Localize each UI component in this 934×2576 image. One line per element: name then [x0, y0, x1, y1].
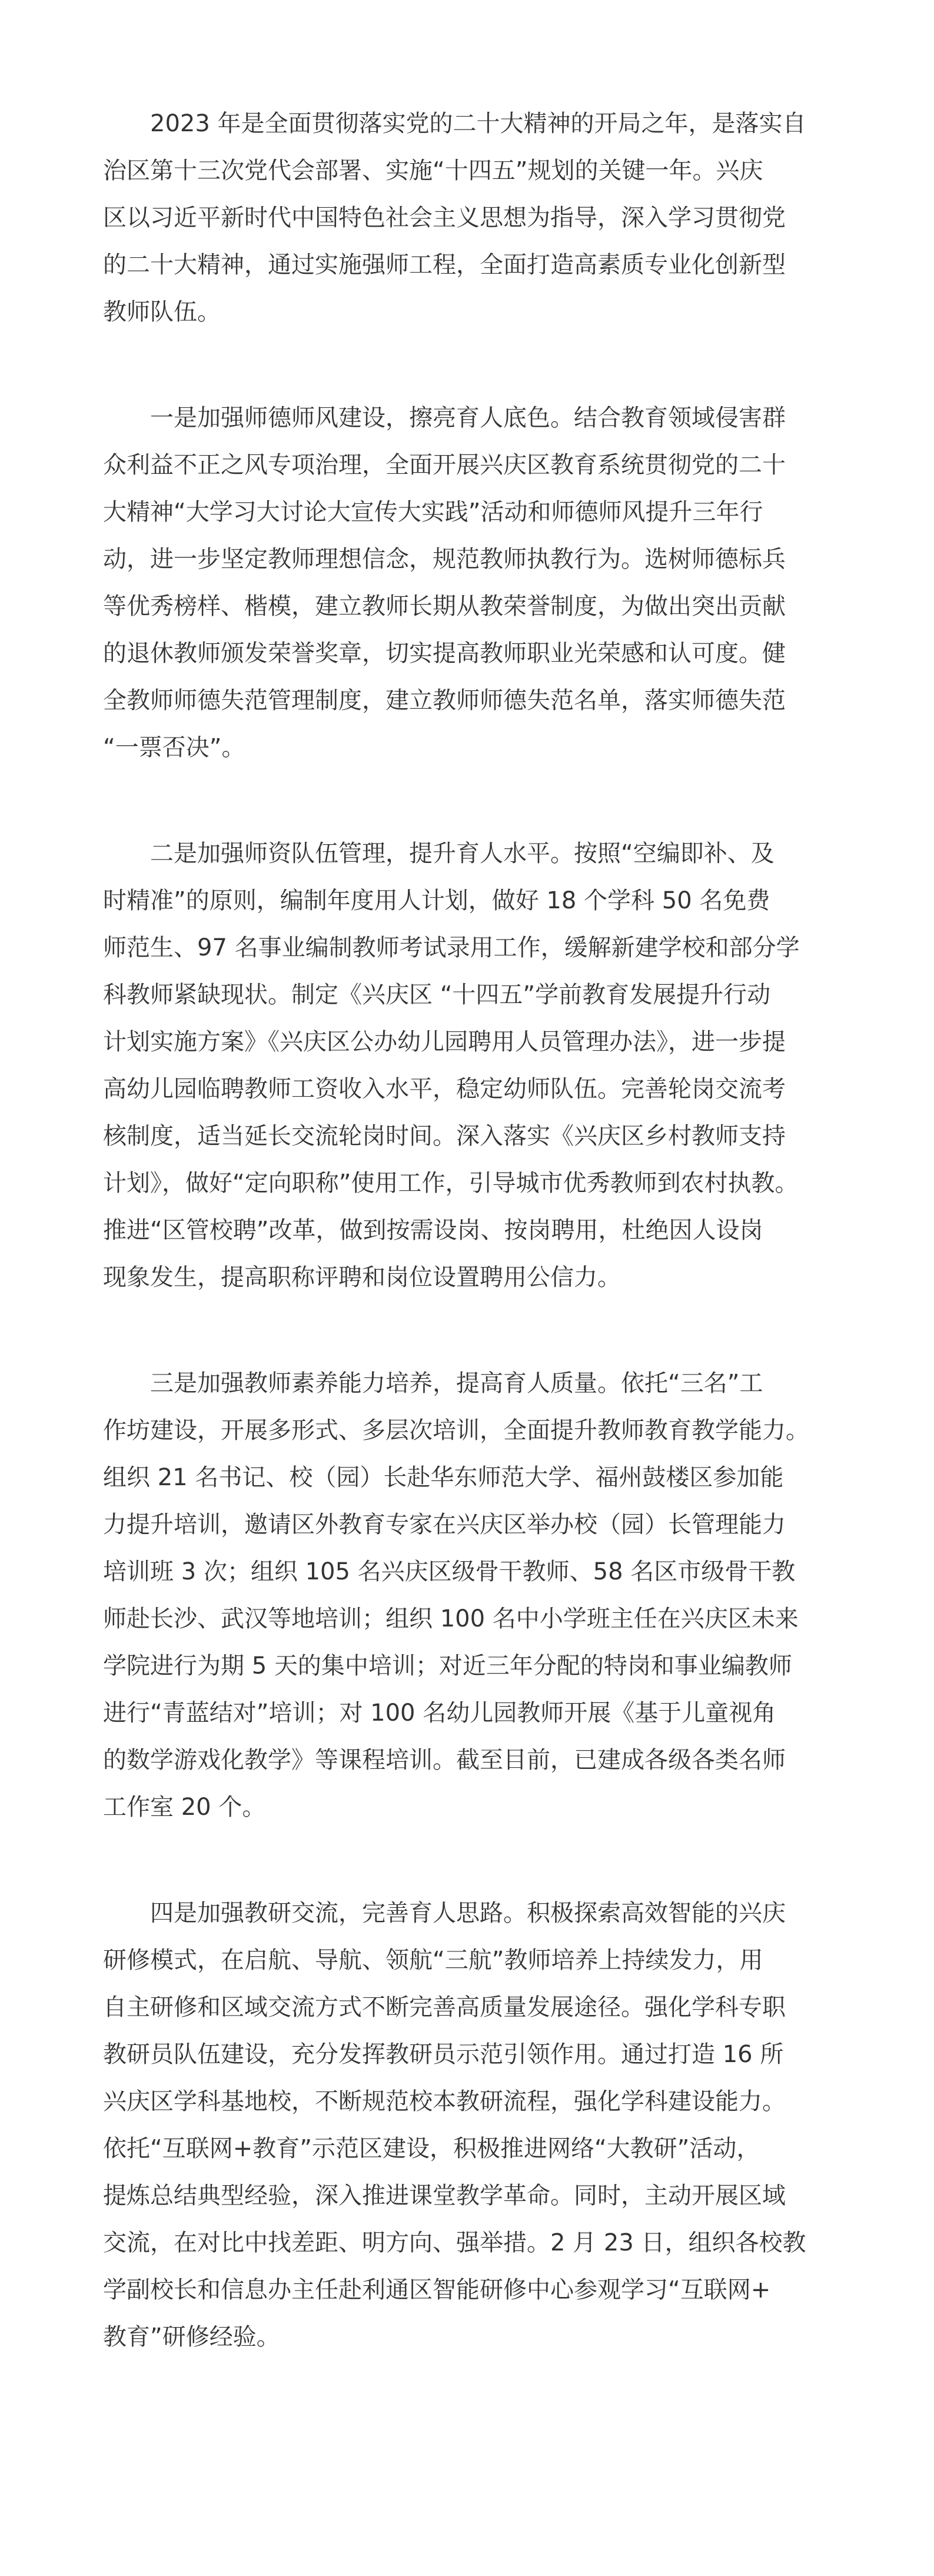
article-body [103, 100, 833, 2361]
paragraph-research-exchange: 四是加强教研交流，完善育人思路。积极探索高效智能的兴庆 研修模式，在启航、导航、领航“三航”教师培养上持续发力，用 自主研修和区域交流方式不断完善高质量发展途径。强化学科专职 教研员队伍建设，充分发挥教研员示范引领作用。通过打造 16 所 兴庆区学科基地校，不断规范校本教研流程，强化学科建设能力。 依托“互联网+教育”示范区建设，积极推进网络“大教研”活动， 提炼总结典型经验，深入推进课堂教学革命。同时，主动开展区域 交流，在对比中找差距、明方向、强举措。2 月 23 日，组织各校教 学副校长和信息办主任赴利通区智能研修中心参观学习“互联网+ 教育”研修经验。 [103, 1900, 806, 2351]
paragraph-intro: 2023 年是全面贯彻落实党的二十大精神的开局之年，是落实自 治区第十三次党代会部署、实施“十四五”规划的关键一年。兴庆 区以习近平新时代中国特色社会主义思想为指导，深入学习贯彻党 的二十大精神，通过实施强师工程，全面打造高素质专业化创新型 教师队伍。 [103, 110, 806, 326]
paragraph-staff-management: 二是加强师资队伍管理，提升育人水平。按照“空编即补、及 时精准”的原则，编制年度用人计划，做好 18 个学科 50 名免费 师范生、97 名事业编制教师考试录用工作，缓解新建学校和部分学 科教师紧缺现状。制定《兴庆区 “十四五”学前教育发展提升行动 计划实施方案》《兴庆区公办幼儿园聘用人员管理办法》，进一步提 高幼儿园临聘教师工资收入水平，稳定幼师队伍。完善轮岗交流考 核制度，适当延长交流轮岗时间。深入落实《兴庆区乡村教师支持 计划》，做好“定向职称”使用工作，引导城市优秀教师到农村执教。 推进“区管校聘”改革，做到按需设岗、按岗聘用，杜绝因人设岗 现象发生，提高职称评聘和岗位设置聘用公信力。 [103, 840, 800, 1291]
paragraph-teacher-training: 三是加强教师素养能力培养，提高育人质量。依托“三名”工 作坊建设，开展多形式、多层次培训，全面提升教师教育教学能力。 组织 21 名书记、校（园）长赴华东师范大学、福州鼓楼区参加能 力提升培训，邀请区外教育专家在兴庆区举办校（园）长管理能力 培训班 3 次；组织 105 名兴庆区级骨干教师、58 名区市级骨干教 师赴长沙、武汉等地培训；组织 100 名中小学班主任在兴庆区未来 学院进行为期 5 天的集中培训；对近三年分配的特岗和事业编教师 进行“青蓝结对”培训；对 100 名幼儿园教师开展《基于儿童视角 的数学游戏化教学》等课程培训。截至目前，已建成各级各类名师 工作室 20 个。 [103, 1370, 809, 1821]
paragraph-teacher-ethics: 一是加强师德师风建设，擦亮育人底色。结合教育领域侵害群 众利益不正之风专项治理，全面开展兴庆区教育系统贯彻党的二十 大精神“大学习大讨论大宣传大实践”活动和师德师风提升三年行 动，进一步坚定教师理想信念，规范教师执教行为。选树师德标兵 等优秀榜样、楷模，建立教师长期从教荣誉制度，为做出突出贡献 的退休教师颁发荣誉奖章，切实提高教师职业光荣感和认可度。健 全教师师德失范管理制度，建立教师师德失范名单，落实师德失范 “一票否决”。 [103, 404, 786, 761]
